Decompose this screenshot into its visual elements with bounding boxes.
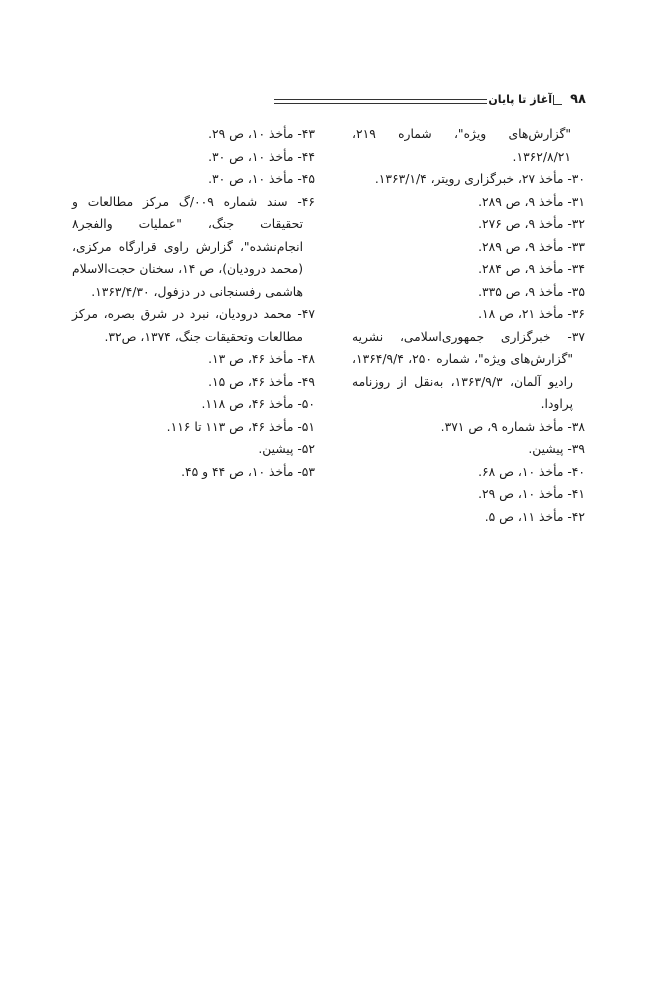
endnote: ۴۶- سند شماره ۰۰۹/گ مرکز مطالعات و تحقیقات جنگ، "عملیات والفجر۸ انجام‌نشده"، گزارش راوی قرارگاه مرکزی، (محمد درودیان)، ص ۱۴، سخنان حجت‌الاسلام هاشمی رفسنجانی در دزفول، ۱۳۶۳/۴/۳۰. bbox=[72, 194, 315, 299]
endnote: ۴۰- مأخذ ۱۰، ص ۶۸. bbox=[478, 464, 585, 479]
endnote: ۳۰- مأخذ ۲۷، خبرگزاری رویتر، ۱۳۶۳/۱/۴. bbox=[374, 172, 585, 186]
endnote: ۳۳- مأخذ ۹، ص ۲۸۹. bbox=[478, 239, 585, 254]
endnote: ۴۱- مأخذ ۱۰، ص ۲۹. bbox=[478, 487, 585, 501]
endnote: ۴۳- مأخذ ۱۰، ص ۲۹. bbox=[208, 127, 315, 141]
endnote: ۳۹- پیشین. bbox=[528, 442, 585, 456]
endnote: ۵۲- پیشین. bbox=[258, 442, 315, 456]
endnotes-left-column bbox=[72, 123, 315, 483]
endnote: ۵۳- مأخذ ۱۰، ص ۴۴ و ۴۵. bbox=[181, 464, 315, 479]
endnote: ۵۰- مأخذ ۴۶، ص ۱۱۸. bbox=[201, 397, 315, 411]
endnote: ۳۱- مأخذ ۹، ص ۲۸۹. bbox=[478, 194, 585, 209]
endnote: "گزارش‌های ویژه"، شماره ۲۱۹، ۱۳۶۲/۸/۲۱. bbox=[352, 127, 571, 164]
endnote: ۳۲- مأخذ ۹، ص ۲۷۶. bbox=[478, 217, 585, 231]
endnote: ۳۴- مأخذ ۹، ص ۲۸۴. bbox=[478, 262, 585, 276]
endnote: ۳۸- مأخذ شماره ۹، ص ۳۷۱. bbox=[440, 419, 585, 434]
book-title: آغاز تا پایان bbox=[488, 93, 552, 106]
endnote: ۴۵- مأخذ ۱۰، ص ۳۰. bbox=[208, 172, 315, 186]
page-number: ۹۸ bbox=[570, 92, 586, 107]
endnote: ۴۸- مأخذ ۴۶، ص ۱۳. bbox=[208, 352, 315, 366]
endnote: ۵۱- مأخذ ۴۶، ص ۱۱۳ تا ۱۱۶. bbox=[166, 419, 315, 434]
endnote: ۳۶- مأخذ ۲۱، ص ۱۸. bbox=[478, 307, 585, 321]
endnote: ۴۹- مأخذ ۴۶، ص ۱۵. bbox=[208, 374, 315, 389]
endnote: ۴۲- مأخذ ۱۱، ص ۵. bbox=[484, 509, 585, 524]
running-header bbox=[274, 92, 586, 116]
header-rule-hook bbox=[553, 95, 562, 105]
header-rule bbox=[274, 99, 487, 104]
endnote: ۴۷- محمد درودیان، نبرد در شرق بصره، مرکز مطالعات وتحقیقات جنگ، ۱۳۷۴، ص۳۲. bbox=[72, 307, 315, 344]
endnote: ۳۵- مأخذ ۹، ص ۳۳۵. bbox=[478, 284, 585, 299]
endnotes-right-column bbox=[352, 123, 585, 528]
endnote: ۴۴- مأخذ ۱۰، ص ۳۰. bbox=[208, 149, 315, 164]
endnote: ۳۷- خبرگزاری جمهوری‌اسلامی، نشریه "گزارش‌های ویژه"، شماره ۲۵۰، ۱۳۶۴/۹/۴، رادیو آلمان، ۱۳۶۳/۹/۳، به‌نقل از روزنامه پراودا. bbox=[352, 329, 585, 411]
